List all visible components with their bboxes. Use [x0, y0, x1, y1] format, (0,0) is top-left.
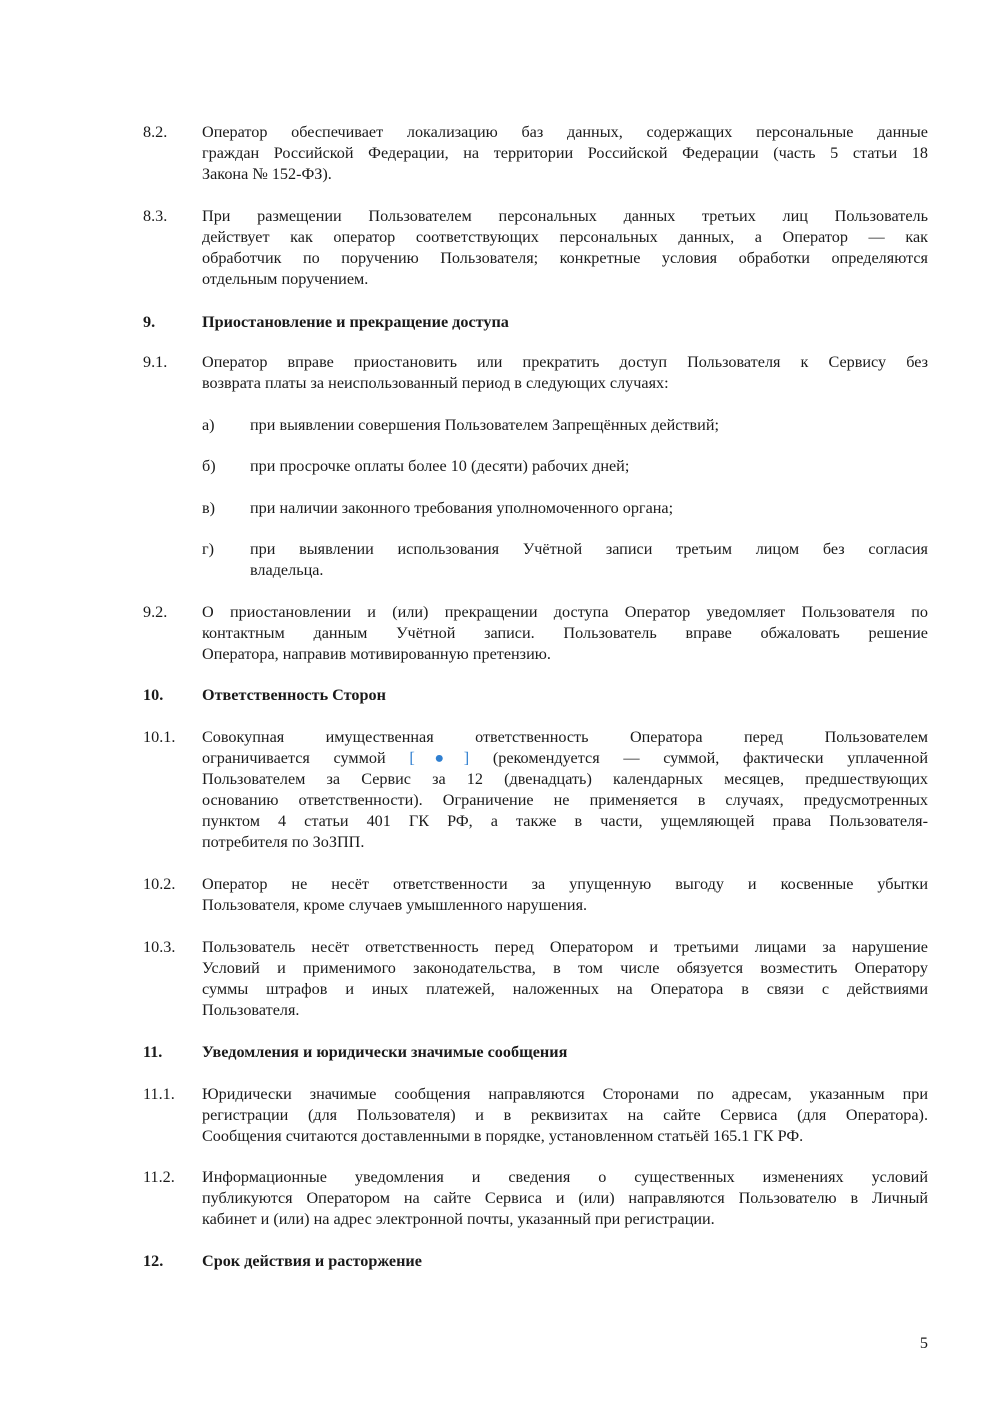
- section-title: Ответственность Сторон: [202, 686, 386, 704]
- text-line: основанию ответственности). Ограничение не применяется в случаях, предусмотренных: [202, 791, 928, 809]
- clause-text: [202, 1084, 928, 1147]
- text-line: Оператор обеспечивает локализацию баз данных, содержащих персональные данные: [202, 123, 928, 141]
- text-line: при просрочке оплаты более 10 (десяти) рабочих дней;: [250, 457, 630, 475]
- section-heading-9: [143, 312, 928, 333]
- list-item-b: [202, 456, 928, 477]
- clause-number: 10.1.: [143, 728, 176, 746]
- section-title: Уведомления и юридически значимые сообщения: [202, 1043, 568, 1061]
- section-number: 11.: [143, 1043, 163, 1061]
- text-line: Пользователем за Сервис за 12 (двенадцать) календарных месяцев, предшествующих: [202, 770, 928, 788]
- text-line: Оператора, направив мотивированную претензию.: [202, 645, 551, 663]
- text-line: граждан Российской Федерации, на территории Российской Федерации (часть 5 статьи 18: [202, 144, 928, 162]
- text-line: Пользователя, кроме случаев умышленного нарушения.: [202, 896, 588, 914]
- page-number: 5: [919, 1334, 928, 1352]
- section-heading-10: [143, 685, 928, 706]
- text-line: регистрации (для Пользователя) и в реквизитах на сайте Сервиса (для Оператора).: [202, 1106, 928, 1124]
- section-title: Приостановление и прекращение доступа: [202, 313, 509, 331]
- clause-number: 8.2.: [143, 123, 168, 141]
- text-line: Пользователь несёт ответственность перед Оператором и третьими лицами за нарушение: [202, 938, 928, 956]
- clause-text: [202, 352, 928, 394]
- list-marker: а): [202, 416, 215, 434]
- text-line: суммы штрафов и иных платежей, наложенных на Оператора в связи с действиями: [202, 980, 928, 998]
- text-line: при выявлении совершения Пользователем Запрещённых действий;: [250, 416, 719, 434]
- text-line: О приостановлении и (или) прекращении доступа Оператор уведомляет Пользователя по: [202, 603, 928, 621]
- text-line: Совокупная имущественная ответственность Оператора перед Пользователем: [202, 728, 928, 746]
- list-text: [250, 498, 928, 519]
- section-number: 9.: [143, 313, 156, 331]
- clause-number: 10.3.: [143, 938, 176, 956]
- list-item-g: [202, 539, 928, 581]
- text-line: Оператор не несёт ответственности за упущенную выгоду и косвенные убытки: [202, 875, 928, 893]
- text-line: Информационные уведомления и сведения о существенных изменениях условий: [202, 1168, 928, 1186]
- text-line: Оператор вправе приостановить или прекратить доступ Пользователя к Сервису без: [202, 353, 928, 371]
- clause-text: [202, 206, 928, 290]
- text-line: Сообщения считаются доставленными в порядке, установленном статьёй 165.1 ГК РФ.: [202, 1127, 804, 1145]
- clause-number: 11.2.: [143, 1168, 175, 1186]
- list-marker: г): [202, 540, 215, 558]
- section-number: 12.: [143, 1252, 164, 1270]
- clause-text: [202, 122, 928, 185]
- amount-placeholder: [●]: [409, 749, 470, 767]
- text-line: Юридически значимые сообщения направляются Сторонами по адресам, указанным при: [202, 1085, 928, 1103]
- text-line: Пользователя.: [202, 1001, 300, 1019]
- text-line: При размещении Пользователем персональных данных третьих лиц Пользователь: [202, 207, 928, 225]
- clause-9-2: [143, 602, 928, 665]
- clause-number: 9.2.: [143, 603, 168, 621]
- list-item-a: [202, 415, 928, 436]
- clause-11-1: [143, 1084, 928, 1147]
- list-text: [250, 415, 928, 436]
- text-line: потребителя по ЗоЗПП.: [202, 833, 365, 851]
- text-line: при выявлении использования Учётной записи третьим лицом без согласия: [250, 540, 928, 558]
- clause-text: [202, 874, 928, 916]
- clause-text: [202, 727, 928, 853]
- text-line: обработчик по поручению Пользователя; конкретные условия обработки определяются: [202, 249, 928, 267]
- clause-8-3: [143, 206, 928, 290]
- clause-10-1: [143, 727, 928, 853]
- text-line: возврата платы за неиспользованный период в следующих случаях:: [202, 374, 669, 392]
- text-line: контактным данным Учётной записи. Пользователь вправе обжаловать решение: [202, 624, 928, 642]
- text-line: действует как оператор соответствующих персональных данных, а Оператор — как: [202, 228, 928, 246]
- text-line: при наличии законного требования уполномоченного органа;: [250, 499, 674, 517]
- text-line: Закона № 152-ФЗ).: [202, 165, 332, 183]
- clause-8-2: [143, 122, 928, 185]
- clause-9-1: [143, 352, 928, 394]
- list-text: [250, 539, 928, 581]
- section-heading-12: [143, 1251, 928, 1272]
- clause-text: [202, 602, 928, 665]
- clause-number: 10.2.: [143, 875, 176, 893]
- text-line: кабинет и (или) на адрес электронной почты, указанный при регистрации.: [202, 1210, 715, 1228]
- text-line: [202, 748, 928, 769]
- clause-10-3: [143, 937, 928, 1021]
- text-line: отдельным поручением.: [202, 270, 369, 288]
- clause-text: [202, 937, 928, 1021]
- text-line: публикуются Оператором на сайте Сервиса и (или) направляются Пользователю в Личный: [202, 1189, 928, 1207]
- list-marker: б): [202, 457, 216, 475]
- text-line: владельца.: [250, 561, 324, 579]
- clause-number: 11.1.: [143, 1085, 175, 1103]
- text-line: Условий и применимого законодательства, в том числе обязуется возместить Оператору: [202, 959, 928, 977]
- list-item-v: [202, 498, 928, 519]
- clause-number: 8.3.: [143, 207, 168, 225]
- list-text: [250, 456, 928, 477]
- clause-text: [202, 1167, 928, 1230]
- text-fragment: (рекомендуется — суммой, фактически уплаченной: [492, 749, 928, 767]
- section-title: Срок действия и расторжение: [202, 1252, 422, 1270]
- text-line: пунктом 4 статьи 401 ГК РФ, а также в части, ущемляющей права Пользователя-: [202, 812, 928, 830]
- clause-10-2: [143, 874, 928, 916]
- clause-number: 9.1.: [143, 353, 168, 371]
- section-number: 10.: [143, 686, 164, 704]
- list-marker: в): [202, 499, 216, 517]
- text-fragment: ограничивается суммой: [202, 749, 386, 767]
- section-heading-11: [143, 1042, 928, 1063]
- clause-11-2: [143, 1167, 928, 1230]
